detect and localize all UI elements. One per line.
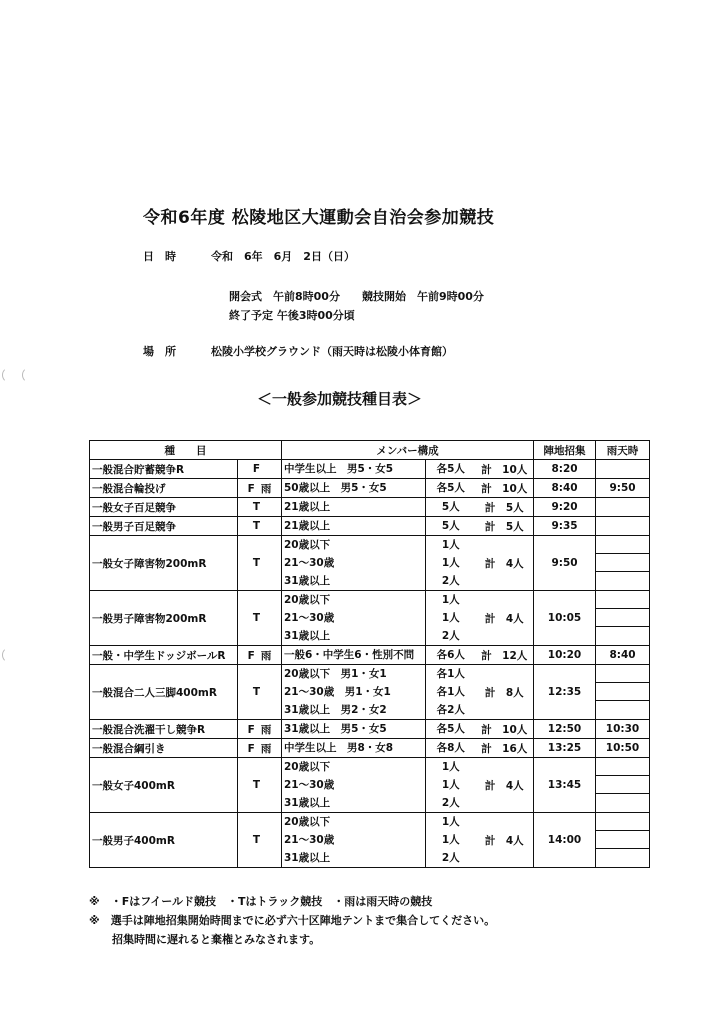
event-type-code: F xyxy=(247,742,255,755)
rain-time-box xyxy=(596,794,649,812)
member-count: 各5人 xyxy=(436,482,465,494)
event-type xyxy=(238,498,282,517)
member-desc: 31歳以上 男5・女5 xyxy=(284,723,387,735)
event-name: 一般男子障害物200mR xyxy=(90,591,238,646)
event-type-code: T xyxy=(252,779,261,791)
call-time: 8:20 xyxy=(534,460,596,479)
member-desc: 21～30歳 xyxy=(284,779,335,791)
member-desc: 20歳以下 xyxy=(284,594,331,606)
member-descriptions xyxy=(282,460,426,479)
rain-time xyxy=(596,517,650,536)
opening-time: 開会式 午前8時00分 競技開始 午前9時00分 xyxy=(229,290,484,303)
table-row xyxy=(90,591,650,646)
note-forfeit: 招集時間に遅れると棄権とみなされます。 xyxy=(112,933,321,946)
table-row xyxy=(90,739,650,758)
rain-time-value: 8:40 xyxy=(609,649,636,661)
member-count: 1人 xyxy=(441,557,460,569)
date-value: 令和 6年 6月 2日（日） xyxy=(211,250,355,263)
call-time: 8:40 xyxy=(534,479,596,498)
member-descriptions xyxy=(282,758,426,813)
rain-flag: 雨 xyxy=(260,649,272,662)
table-header-row xyxy=(90,441,650,460)
date-label: 日 時 xyxy=(143,250,176,263)
member-count: 5人 xyxy=(441,520,460,532)
event-name: 一般混合貯蓄競争R xyxy=(90,460,238,479)
rain-time-value xyxy=(596,517,649,535)
call-time: 14:00 xyxy=(534,813,596,868)
rain-time-box xyxy=(596,776,649,794)
rain-time-value xyxy=(596,460,649,478)
member-count: 2人 xyxy=(441,575,460,587)
member-count: 各1人 xyxy=(436,686,465,698)
event-type-code: F xyxy=(247,723,255,736)
rain-time-box xyxy=(596,554,649,572)
rain-flag: 雨 xyxy=(260,742,272,755)
event-type-code: T xyxy=(252,557,261,569)
rain-time-box xyxy=(596,609,649,627)
event-name: 一般・中学生ドッジボールR xyxy=(90,646,238,665)
table-row xyxy=(90,758,650,813)
rain-time-box xyxy=(596,627,649,645)
member-total: 計 4人 xyxy=(476,536,534,591)
member-count: 1人 xyxy=(441,612,460,624)
event-name: 一般男子百足競争 xyxy=(90,517,238,536)
member-total: 計 12人 xyxy=(476,646,534,665)
member-counts xyxy=(426,813,476,868)
member-count: 各2人 xyxy=(436,704,465,716)
member-descriptions xyxy=(282,536,426,591)
note-legend: ※ ・Fはフイールド競技 ・Tはトラック競技 ・雨は雨天時の競技 xyxy=(89,895,433,908)
event-type xyxy=(238,813,282,868)
member-total: 計 10人 xyxy=(476,720,534,739)
member-count: 1人 xyxy=(441,594,460,606)
call-time: 13:25 xyxy=(534,739,596,758)
call-time: 10:20 xyxy=(534,646,596,665)
event-type xyxy=(238,646,282,665)
member-desc: 21～30歳 xyxy=(284,612,335,624)
rain-time-box xyxy=(596,813,649,831)
rain-time-box xyxy=(596,591,649,609)
rain-time-box xyxy=(596,572,649,590)
member-descriptions xyxy=(282,739,426,758)
rain-time xyxy=(596,498,650,517)
rain-time xyxy=(596,758,650,813)
event-type xyxy=(238,758,282,813)
member-count: 各8人 xyxy=(436,742,465,754)
event-type xyxy=(238,460,282,479)
rain-time xyxy=(596,646,650,665)
member-desc: 31歳以上 xyxy=(284,630,331,642)
table-row xyxy=(90,460,650,479)
member-desc: 31歳以上 xyxy=(284,852,331,864)
header-call-time: 陣地招集 xyxy=(534,441,596,460)
member-desc: 21歳以上 xyxy=(284,520,331,532)
member-total: 計 16人 xyxy=(476,739,534,758)
event-name: 一般混合二人三脚400mR xyxy=(90,665,238,720)
member-counts xyxy=(426,758,476,813)
member-descriptions xyxy=(282,591,426,646)
member-desc: 50歳以上 男5・女5 xyxy=(284,482,387,494)
event-name: 一般混合綱引き xyxy=(90,739,238,758)
member-counts xyxy=(426,591,476,646)
document-title: 令和6年度 松陵地区大運動会自治会参加競技 xyxy=(143,208,495,228)
event-name: 一般混合輪投げ xyxy=(90,479,238,498)
event-type-code: F xyxy=(252,463,261,475)
member-total: 計 5人 xyxy=(476,498,534,517)
rain-time-value xyxy=(596,498,649,516)
member-desc: 31歳以上 xyxy=(284,797,331,809)
member-counts xyxy=(426,498,476,517)
member-total: 計 4人 xyxy=(476,813,534,868)
event-type-code: T xyxy=(252,520,261,532)
event-type-code: T xyxy=(252,834,261,846)
member-count: 各1人 xyxy=(436,668,465,680)
rain-time-box xyxy=(596,701,649,719)
event-name: 一般男子400mR xyxy=(90,813,238,868)
note-assembly: ※ 選手は陣地招集開始時間までに必ず六十区陣地テントまで集合してください。 xyxy=(89,914,496,927)
event-type xyxy=(238,739,282,758)
member-desc: 20歳以下 xyxy=(284,761,331,773)
rain-time xyxy=(596,720,650,739)
table-row xyxy=(90,479,650,498)
member-desc: 中学生以上 男8・女8 xyxy=(284,742,394,754)
event-type xyxy=(238,517,282,536)
table-row xyxy=(90,720,650,739)
member-count: 各5人 xyxy=(436,463,465,475)
member-count: 5人 xyxy=(441,501,460,513)
member-descriptions xyxy=(282,720,426,739)
rain-time xyxy=(596,739,650,758)
rain-time xyxy=(596,479,650,498)
member-desc: 一般6・中学生6・性別不問 xyxy=(284,649,415,661)
table-row xyxy=(90,517,650,536)
member-counts xyxy=(426,665,476,720)
scan-mark xyxy=(2,367,18,383)
event-name: 一般女子百足競争 xyxy=(90,498,238,517)
event-type-code: F xyxy=(247,649,255,662)
rain-time-box xyxy=(596,849,649,867)
member-counts xyxy=(426,479,476,498)
event-type-code: F xyxy=(247,482,255,495)
table-row xyxy=(90,536,650,591)
member-descriptions xyxy=(282,665,426,720)
member-desc: 20歳以下 xyxy=(284,539,331,551)
member-count: 1人 xyxy=(441,761,460,773)
event-name: 一般混合洗濯干し競争R xyxy=(90,720,238,739)
events-table xyxy=(89,440,650,868)
rain-time xyxy=(596,665,650,720)
member-count: 2人 xyxy=(441,852,460,864)
scan-mark xyxy=(2,647,18,663)
member-total: 計 10人 xyxy=(476,460,534,479)
rain-time-box xyxy=(596,758,649,776)
member-count: 2人 xyxy=(441,630,460,642)
rain-time xyxy=(596,460,650,479)
event-type xyxy=(238,479,282,498)
member-total: 計 4人 xyxy=(476,758,534,813)
rain-flag: 雨 xyxy=(260,723,272,736)
event-type xyxy=(238,591,282,646)
member-desc: 21～30歳 男1・女1 xyxy=(284,686,391,698)
member-total: 計 4人 xyxy=(476,591,534,646)
member-desc: 21歳以上 xyxy=(284,501,331,513)
rain-time-value: 9:50 xyxy=(609,482,636,494)
member-counts xyxy=(426,517,476,536)
event-type xyxy=(238,536,282,591)
call-time: 10:05 xyxy=(534,591,596,646)
member-desc: 31歳以上 男2・女2 xyxy=(284,704,387,716)
rain-time-box xyxy=(596,831,649,849)
event-type xyxy=(238,665,282,720)
rain-time-value: 10:50 xyxy=(605,742,640,754)
member-descriptions xyxy=(282,479,426,498)
member-count: 各6人 xyxy=(436,649,465,661)
member-descriptions xyxy=(282,517,426,536)
member-counts xyxy=(426,720,476,739)
table-row xyxy=(90,813,650,868)
rain-time xyxy=(596,591,650,646)
place-label: 場 所 xyxy=(143,345,176,358)
rain-time-value: 10:30 xyxy=(605,723,640,735)
member-total: 計 8人 xyxy=(476,665,534,720)
event-type-code: T xyxy=(252,612,261,624)
table-row xyxy=(90,646,650,665)
member-count: 1人 xyxy=(441,834,460,846)
member-counts xyxy=(426,646,476,665)
table-subtitle: ＜一般参加競技種目表＞ xyxy=(257,390,423,408)
member-total: 計 5人 xyxy=(476,517,534,536)
member-desc: 21～30歳 xyxy=(284,834,335,846)
call-time: 9:35 xyxy=(534,517,596,536)
member-total: 計 10人 xyxy=(476,479,534,498)
event-type-code: T xyxy=(252,501,261,513)
call-time: 9:20 xyxy=(534,498,596,517)
call-time: 12:35 xyxy=(534,665,596,720)
rain-time-box xyxy=(596,665,649,683)
event-type-code: T xyxy=(252,686,261,698)
call-time: 9:50 xyxy=(534,536,596,591)
member-count: 1人 xyxy=(441,779,460,791)
event-name: 一般女子障害物200mR xyxy=(90,536,238,591)
event-type xyxy=(238,720,282,739)
member-counts xyxy=(426,536,476,591)
table-row xyxy=(90,665,650,720)
place-value: 松陵小学校グラウンド（雨天時は松陵小体育館） xyxy=(211,345,453,358)
call-time: 13:45 xyxy=(534,758,596,813)
member-count: 1人 xyxy=(441,539,460,551)
member-desc: 20歳以下 xyxy=(284,816,331,828)
member-descriptions xyxy=(282,498,426,517)
header-rain-time: 雨天時 xyxy=(596,441,650,460)
event-name: 一般女子400mR xyxy=(90,758,238,813)
table-row xyxy=(90,498,650,517)
header-members: メンバー構成 xyxy=(282,441,534,460)
rain-flag: 雨 xyxy=(260,482,272,495)
scan-mark xyxy=(22,367,38,383)
member-count: 各5人 xyxy=(436,723,465,735)
member-counts xyxy=(426,739,476,758)
closing-time: 終了予定 午後3時00分頃 xyxy=(229,309,355,322)
member-descriptions xyxy=(282,646,426,665)
member-descriptions xyxy=(282,813,426,868)
member-count: 2人 xyxy=(441,797,460,809)
member-desc: 31歳以上 xyxy=(284,575,331,587)
member-counts xyxy=(426,460,476,479)
member-count: 1人 xyxy=(441,816,460,828)
call-time: 12:50 xyxy=(534,720,596,739)
member-desc: 21～30歳 xyxy=(284,557,335,569)
rain-time-box xyxy=(596,683,649,701)
member-desc: 中学生以上 男5・女5 xyxy=(284,463,394,475)
member-desc: 20歳以下 男1・女1 xyxy=(284,668,387,680)
rain-time xyxy=(596,813,650,868)
rain-time xyxy=(596,536,650,591)
rain-time-box xyxy=(596,536,649,554)
header-event: 種 目 xyxy=(90,441,282,460)
